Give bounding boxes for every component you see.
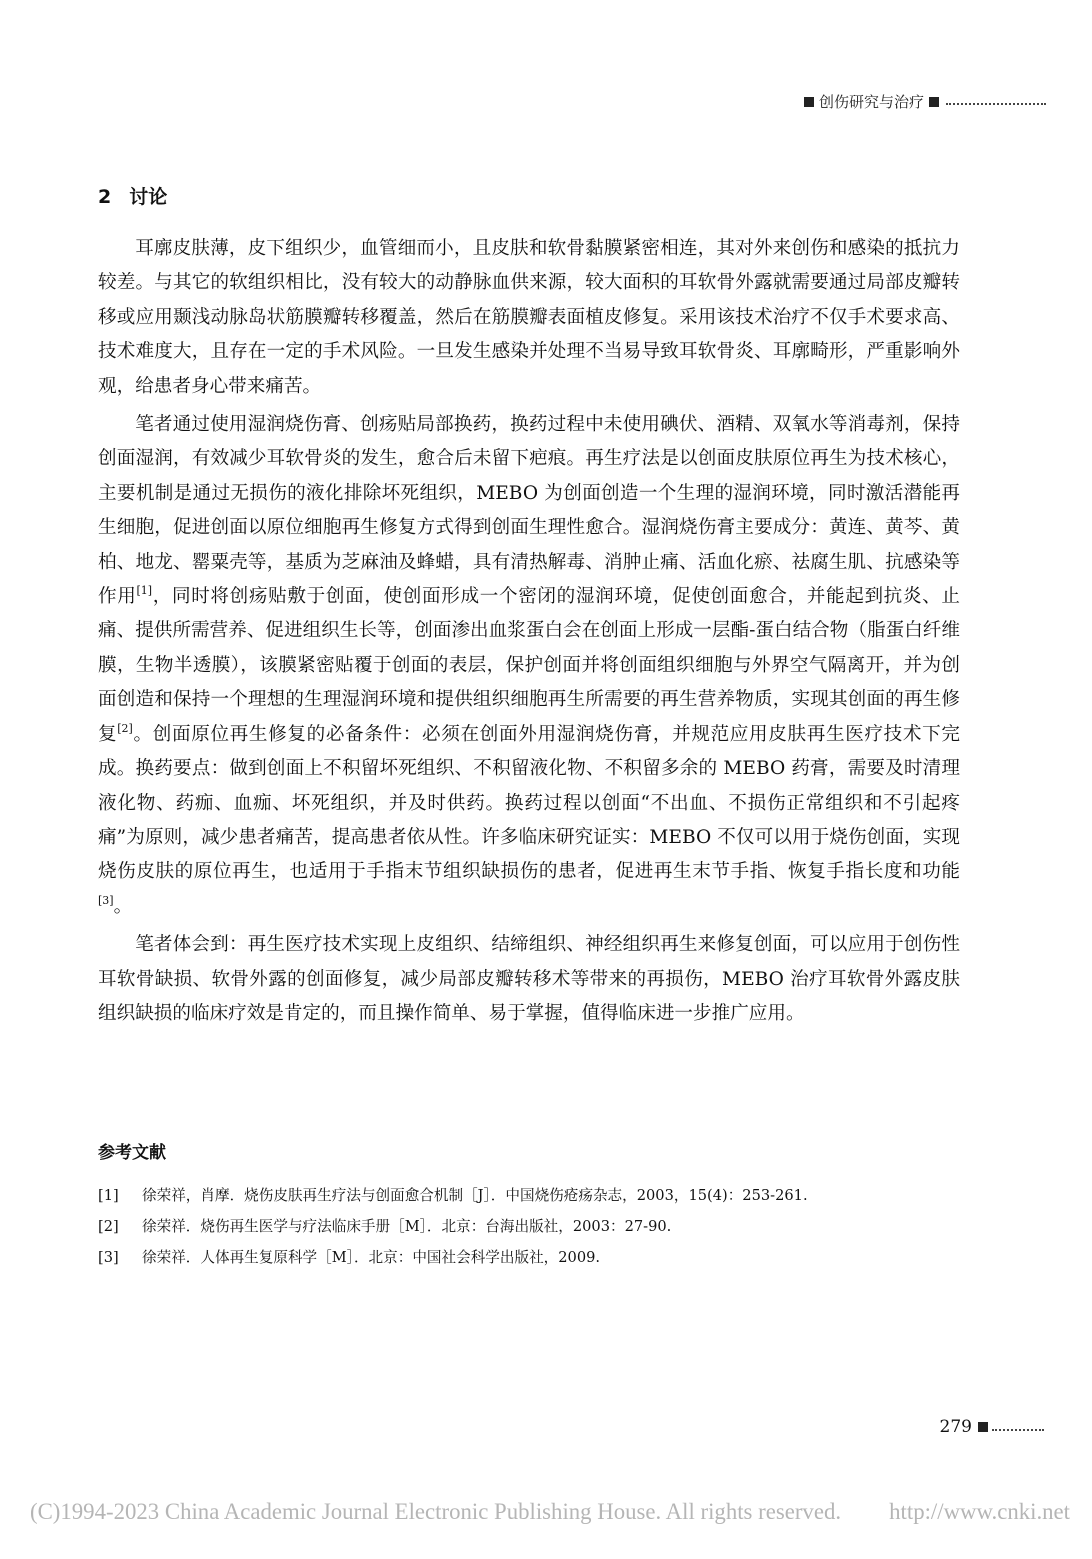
citation[interactable]: [3] [98,893,114,907]
paragraph [98,408,960,924]
square-bullet-icon [929,97,939,107]
paragraph-text: 。 [113,895,133,917]
cnki-url: http://www.cnki.net [889,1499,1070,1524]
reference-number: [2] [98,1218,119,1235]
reference-number: [1] [98,1187,119,1204]
square-bullet-icon [804,97,814,107]
square-bullet-icon [978,1422,988,1432]
paragraph-text: ，同时将创疡贴敷于创面，使创面形成一个密闭的湿润环境，促使创面愈合，并能起到抗炎、止痛、提供所需营养、促进组织生长等，创面渗出血浆蛋白会在创面上形成一层酯-蛋白结合物（脂蛋白纤维膜，生物半透膜），该膜紧密贴覆于创面的表层，保护创面并将创面组织细胞与外界空气隔离开，并为创面创造和保持一个理想的生理湿润环境和提供组织细胞再生所需要的再生营养物质，实现其创面的再生修复 [98,586,960,745]
section-number: 2 [98,186,112,208]
reference-item [98,1242,968,1273]
references-heading: 参考文献 [98,1143,166,1163]
citation[interactable]: [2] [117,721,133,735]
page-footer [940,1417,1044,1437]
page-number: 279 [939,1417,972,1437]
dotted-leader [992,1428,1044,1431]
paragraph-text: 。创面原位再生修复的必备条件：必须在创面外用湿润烧伤膏，并规范应用皮肤再生医疗技术下完成。换药要点：做到创面上不积留坏死组织、不积留液化物、不积留多余的 MEBO 药膏，需要及时清理液化物、药痂、血痂、坏死组织，并及时供药。换药过程以创面“不出血、不损伤正常组织和不引起疼痛”为原则，减少患者痛苦，提高患者依从性。许多临床研究证实：MEBO 不仅可以用于烧伤创面，实现烧伤皮肤的原位再生，也适用于手指末节组织缺损伤的患者，促进再生末节手指、恢复手指长度和功能 [98,723,960,883]
reference-item [98,1211,968,1242]
reference-text: 徐荣祥．人体再生复原科学［M］．北京：中国社会科学出版社，2009. [142,1249,601,1266]
dotted-leader [946,102,1046,105]
section-title: 讨论 [129,186,168,208]
section-heading [98,182,167,209]
reference-item [98,1180,968,1211]
paragraph: 耳廓皮肤薄，皮下组织少，血管细而小，且皮肤和软骨黏膜紧密相连，其对外来创伤和感染的抵抗力较差。与其它的软组织相比，没有较大的动静脉血供来源，较大面积的耳软骨外露就需要通过局部皮瓣转移或应用颞浅动脉岛状筋膜瓣转移覆盖，然后在筋膜瓣表面植皮修复。采用该技术治疗不仅手术要求高、技术难度大，且存在一定的手术风险。一旦发生感染并处理不当易导致耳软骨炎、耳廓畸形，严重影响外观，给患者身心带来痛苦。 [98,238,960,397]
paragraph-text: 笔者通过使用湿润烧伤膏、创疡贴局部换药，换药过程中未使用碘伏、酒精、双氧水等消毒剂，保持创面湿润，有效减少耳软骨炎的发生，愈合后未留下疤痕。再生疗法是以创面皮肤原位再生为技术核心，主要机制是通过无损伤的液化排除坏死组织，MEBO 为创面创造一个生理的湿润环境，同时激活潜能再生细胞，促进创面以原位细胞再生修复方式得到创面生理性愈合。湿润烧伤膏主要成分：黄连、黄芩、黄柏、地龙、罂粟壳等，基质为芝麻油及蜂蜡，具有清热解毒、消肿止痛、活血化瘀、祛腐生肌、抗感染等作用 [98,414,960,608]
running-head-title: 创伤研究与治疗 [818,93,924,111]
copyright-watermark [30,1499,1070,1525]
paragraph: 笔者体会到：再生医疗技术实现上皮组织、结缔组织、神经组织再生来修复创面，可以应用于创伤性耳软骨缺损、软骨外露的创面修复，减少局部皮瓣转移术等带来的再损伤，MEBO 治疗耳软骨外露皮肤组织缺损的临床疗效是肯定的，而且操作简单、易于掌握，值得临床进一步推广应用。 [98,934,960,1024]
body-text [98,232,960,1031]
citation[interactable]: [1] [136,584,153,598]
reference-text: 徐荣祥．烧伤再生医学与疗法临床手册［M］．北京：台海出版社，2003：27-90. [142,1218,672,1235]
running-head [799,91,1046,112]
reference-list [98,1180,968,1273]
copyright-text: (C)1994-2023 China Academic Journal Electronic Publishing House. All rights reserved. [30,1499,842,1524]
reference-number: [3] [98,1249,119,1266]
reference-text: 徐荣祥，肖摩．烧伤皮肤再生疗法与创面愈合机制［J］．中国烧伤疮疡杂志，2003，15(4)：253-261. [142,1187,808,1204]
